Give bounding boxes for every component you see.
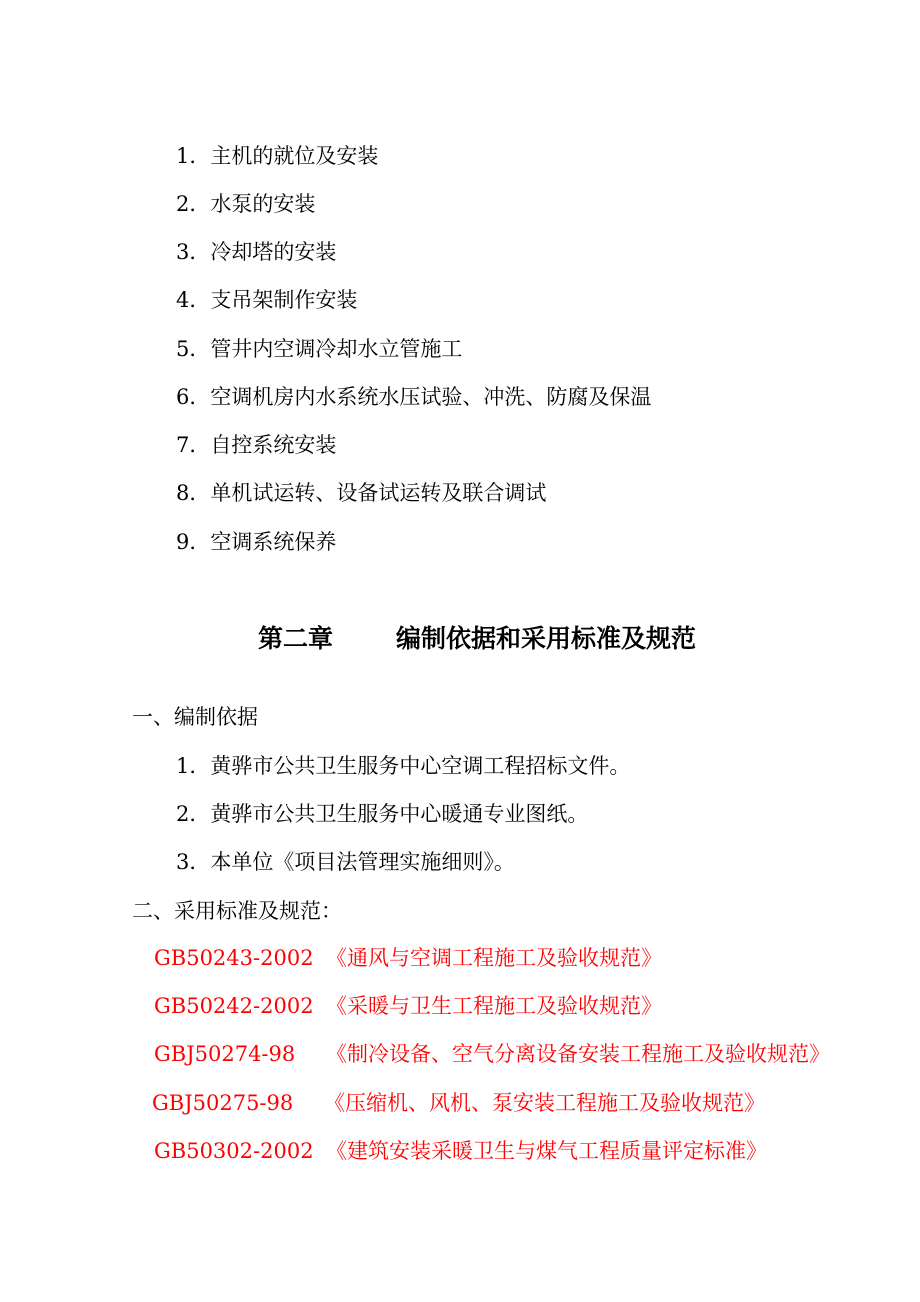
item-number: 9．	[176, 530, 211, 554]
chapter-number: 第二章	[258, 624, 334, 653]
item-text: 自控系统安装	[210, 433, 337, 457]
list-item	[176, 335, 462, 363]
standard-row	[154, 944, 854, 972]
item-number: 7．	[176, 433, 211, 457]
standard-title: 《压缩机、风机、泵安装工程施工及验收规范》	[324, 1091, 765, 1115]
item-number: 2．	[176, 802, 211, 826]
item-text: 管井内空调冷却水立管施工	[210, 337, 463, 361]
list-item	[176, 528, 336, 556]
standard-row	[154, 992, 854, 1020]
standard-title: 《通风与空调工程施工及验收规范》	[326, 946, 662, 970]
standard-code: GBJ50275-98	[152, 1091, 294, 1115]
list-item	[176, 479, 546, 507]
item-number: 1．	[176, 144, 211, 168]
item-number: 6．	[176, 385, 211, 409]
item-text: 黄骅市公共卫生服务中心暖通专业图纸。	[210, 802, 589, 826]
standard-row	[154, 1040, 894, 1068]
item-number: 1．	[176, 754, 211, 778]
list-item	[176, 848, 515, 876]
standard-code: GB50242-2002	[154, 994, 314, 1018]
list-item	[176, 190, 315, 218]
chapter-heading	[258, 622, 696, 656]
item-number: 3．	[176, 240, 211, 264]
list-item	[176, 800, 588, 828]
standard-title: 《采暖与卫生工程施工及验收规范》	[326, 994, 662, 1018]
list-item	[176, 431, 336, 459]
item-number: 5．	[176, 337, 211, 361]
list-item	[176, 142, 378, 170]
list-item	[176, 383, 651, 411]
item-number: 3．	[176, 850, 211, 874]
item-text: 空调机房内水系统水压试验、冲洗、防腐及保温	[210, 385, 652, 409]
item-text: 单机试运转、设备试运转及联合调试	[210, 481, 547, 505]
standard-code: GBJ50274-98	[154, 1042, 296, 1066]
item-text: 冷却塔的安装	[210, 240, 337, 264]
standard-title: 《制冷设备、空气分离设备安装工程施工及验收规范》	[326, 1042, 830, 1066]
item-number: 4．	[176, 288, 211, 312]
list-item	[176, 752, 630, 780]
chapter-title: 编制依据和采用标准及规范	[396, 624, 697, 653]
standard-row	[152, 1089, 852, 1117]
list-item	[176, 286, 357, 314]
item-text: 支吊架制作安装	[210, 288, 358, 312]
item-text: 黄骅市公共卫生服务中心空调工程招标文件。	[210, 754, 631, 778]
item-text: 本单位《项目法管理实施细则》。	[210, 850, 515, 874]
standard-row	[154, 1137, 854, 1165]
standard-code: GB50302-2002	[154, 1139, 314, 1163]
item-number: 8．	[176, 481, 211, 505]
section-heading: 二、采用标准及规范：	[132, 899, 342, 923]
list-item	[176, 238, 336, 266]
item-text: 空调系统保养	[210, 530, 337, 554]
section-heading: 一、编制依据	[132, 705, 258, 729]
standard-title: 《建筑安装采暖卫生与煤气工程质量评定标准》	[326, 1139, 767, 1163]
item-number: 2．	[176, 192, 211, 216]
item-text: 水泵的安装	[210, 192, 316, 216]
item-text: 主机的就位及安装	[210, 144, 379, 168]
standard-code: GB50243-2002	[154, 946, 314, 970]
